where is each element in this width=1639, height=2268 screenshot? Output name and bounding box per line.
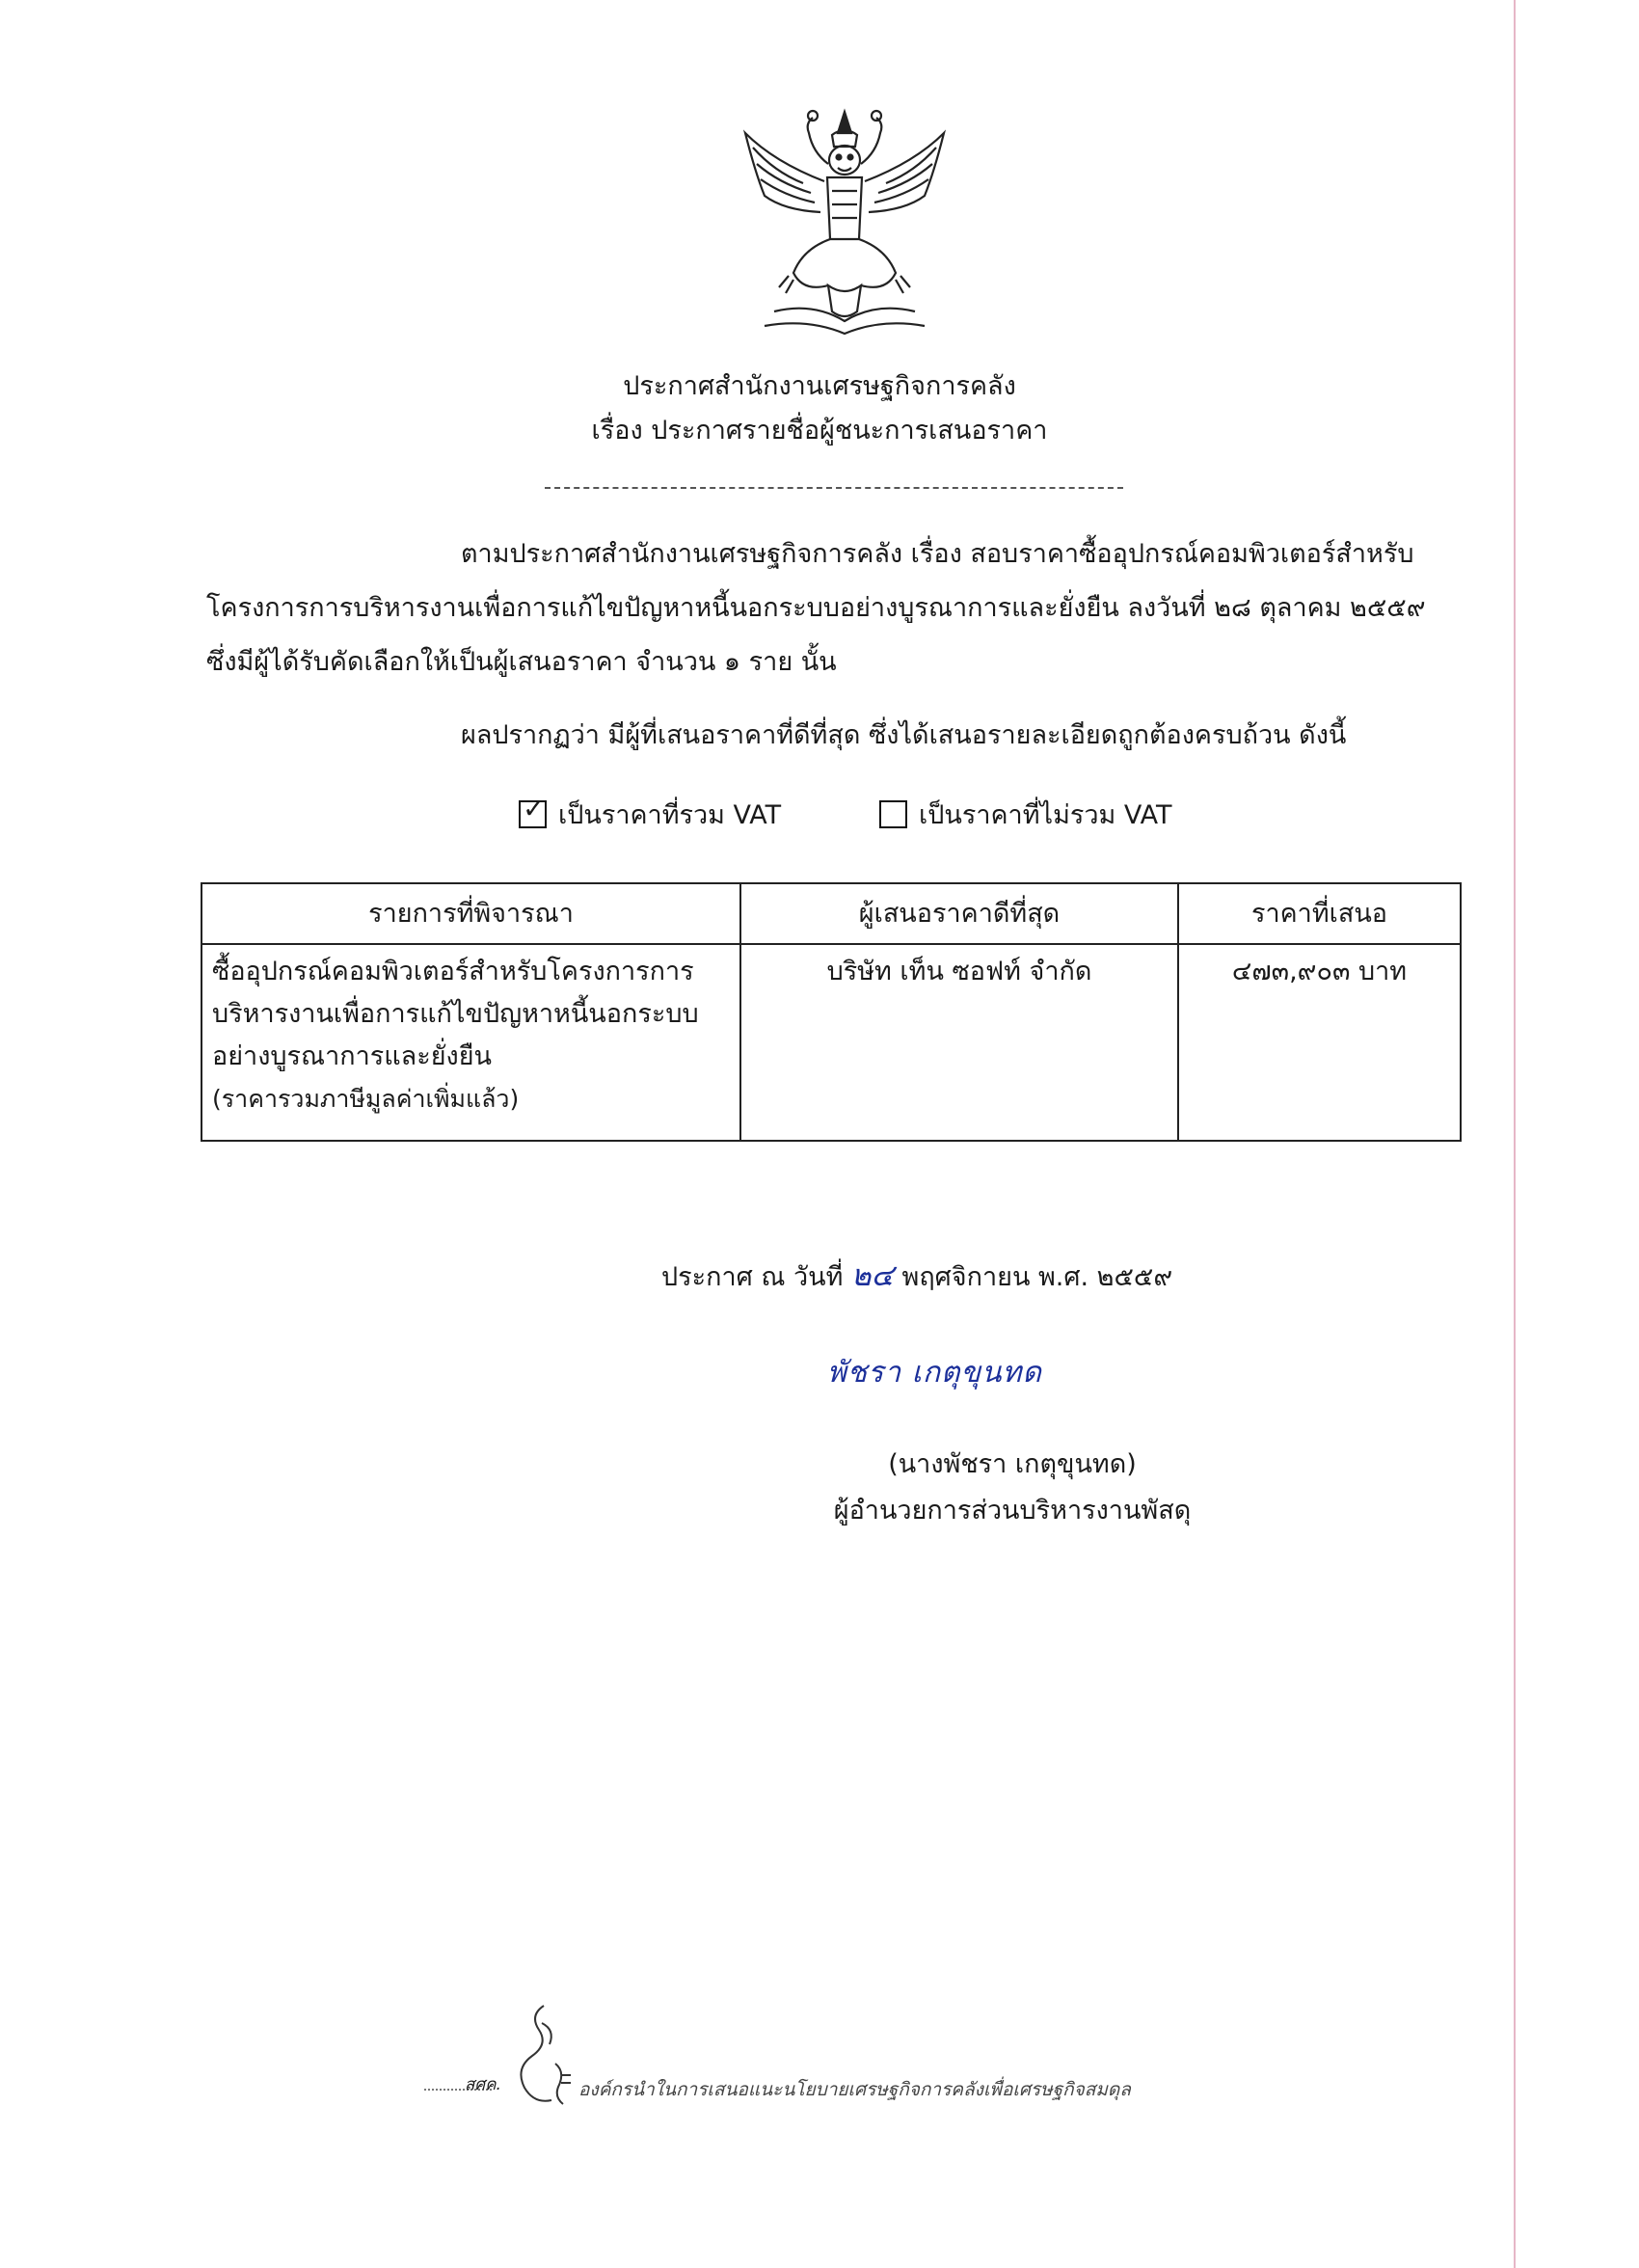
- vat-include-option[interactable]: [519, 794, 781, 835]
- para1-line-3: ซึ่งมีผู้ได้รับคัดเลือกให้เป็นผู้เสนอราคา จำนวน ๑ ราย นั้น: [206, 647, 837, 677]
- garuda-emblem-icon: [736, 104, 954, 340]
- signatory-name: (นางพัชรา เกตุขุนทด): [888, 1449, 1137, 1479]
- item-note: (ราคารวมภาษีมูลค่าเพิ่มแล้ว): [212, 1085, 520, 1113]
- vat-exclude-option[interactable]: [879, 794, 1172, 835]
- date-prefix: ประกาศ ณ วันที่: [661, 1262, 844, 1292]
- para1-line-1: ตามประกาศสำนักงานเศรษฐกิจการคลัง เรื่อง สอบราคาซื้ออุปกรณ์คอมพิวเตอร์สำหรับ: [461, 539, 1414, 569]
- signatory-block: [675, 1442, 1350, 1534]
- item-line-1: ซื้ออุปกรณ์คอมพิวเตอร์สำหรับโครงการการ: [212, 957, 694, 986]
- fpo-logo-icon: [505, 1996, 582, 2112]
- header-price: ราคาที่เสนอ: [1178, 883, 1461, 944]
- header-bidder: ผู้เสนอราคาดีที่สุด: [740, 883, 1178, 944]
- date-day: ๒๔: [851, 1258, 894, 1293]
- title-divider: [545, 487, 1123, 489]
- vat-include-checkbox[interactable]: [519, 793, 547, 828]
- announcement-date: [661, 1251, 1172, 1299]
- title-line-2: เรื่อง ประกาศรายชื่อผู้ชนะการเสนอราคา: [591, 416, 1048, 446]
- footer-abbr: สศค.: [465, 2075, 501, 2094]
- vat-exclude-label: เป็นราคาที่ไม่รวม VAT: [919, 800, 1172, 830]
- item-cell: [202, 944, 740, 1141]
- para2: ผลปรากฏว่า มีผู้ที่เสนอราคาที่ดีที่สุด ซึ่งได้เสนอรายละเอียดถูกต้องครบถ้วน ดังนี้: [461, 720, 1347, 750]
- item-line-2: บริหารงานเพื่อการแก้ไขปัญหาหนี้นอกระบบ: [212, 999, 699, 1029]
- bidder-cell: บริษัท เท็น ซอฟท์ จำกัด: [740, 944, 1178, 1141]
- handwritten-signature: พัชรา เกตุขุนทด: [827, 1356, 1042, 1390]
- title-line-1: ประกาศสำนักงานเศรษฐกิจการคลัง: [623, 371, 1016, 401]
- footer: [424, 1996, 1292, 2100]
- price-cell: ๔๗๓,๙๐๓ บาท: [1178, 944, 1461, 1141]
- table-header-row: [202, 883, 1461, 944]
- header-item: รายการที่พิจารณา: [202, 883, 740, 944]
- result-table: [201, 882, 1462, 1142]
- vat-include-label: เป็นราคาที่รวม VAT: [558, 800, 782, 830]
- signatory-position: ผู้อำนวยการส่วนบริหารงานพัสดุ: [833, 1496, 1192, 1526]
- para1-line-2: โครงการการบริหารงานเพื่อการแก้ไขปัญหาหนี้นอกระบบอย่างบูรณาการและยั่งยืน ลงวันที่ ๒๘ ตุลาคม ๒๕๕๙: [206, 593, 1426, 623]
- vat-exclude-checkbox[interactable]: [879, 800, 907, 828]
- table-row: [202, 944, 1461, 1141]
- footer-slogan: องค์กรนำในการเสนอแนะนโยบายเศรษฐกิจการคลังเพื่อเศรษฐกิจสมดุล: [578, 2079, 1131, 2100]
- date-month-year: พฤศจิกายน พ.ศ. ๒๕๕๙: [901, 1262, 1173, 1292]
- announcement-title: [337, 364, 1302, 453]
- page-edge-line: [1514, 0, 1516, 2268]
- checkmark-icon: ✓: [523, 793, 546, 824]
- item-line-3: อย่างบูรณาการและยั่งยืน: [212, 1041, 492, 1071]
